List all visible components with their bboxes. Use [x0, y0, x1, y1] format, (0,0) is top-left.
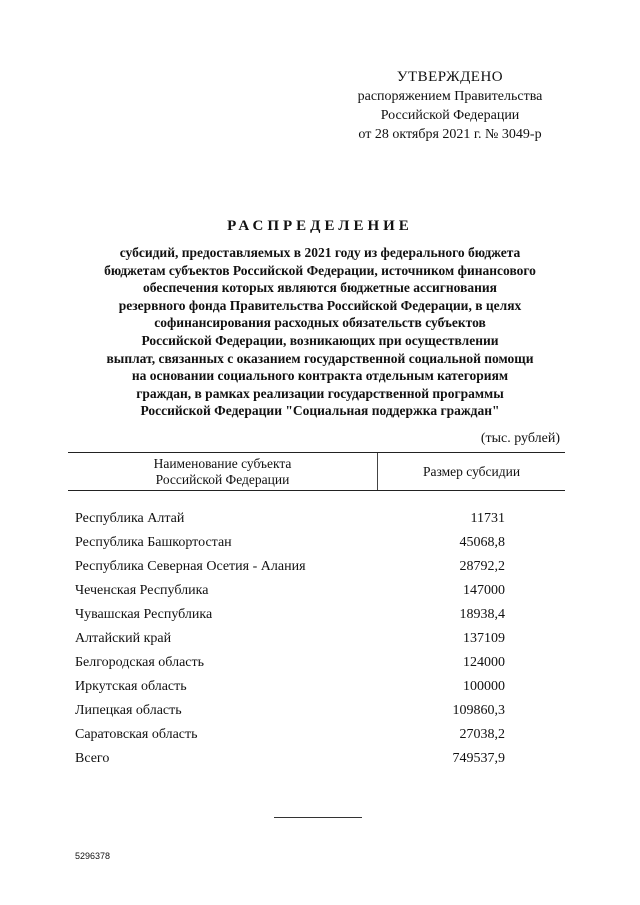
header-subject-line-1: Наименование субъекта	[153, 456, 292, 471]
units-label: (тыс. рублей)	[480, 431, 560, 446]
row-subject: Республика Башкортостан	[75, 535, 232, 550]
row-amount: 27038,2	[459, 727, 505, 742]
approval-line-1: распоряжением Правительства	[357, 89, 543, 104]
row-subject: Чувашская Республика	[75, 607, 213, 622]
subtitle-line: обеспечения которых являются бюджетные ассигнования	[143, 280, 497, 296]
row-amount: 45068,8	[459, 535, 505, 550]
row-amount: 11731	[470, 511, 505, 526]
row-subject: Всего	[75, 751, 110, 766]
subtitle-line: граждан, в рамках реализации государственной программы	[136, 385, 504, 401]
table-row-total	[75, 747, 575, 771]
row-subject: Республика Алтай	[75, 511, 185, 526]
table-row	[75, 675, 575, 699]
table-row	[75, 603, 575, 627]
table-row	[75, 531, 575, 555]
row-amount: 749537,9	[452, 751, 505, 766]
row-subject: Иркутская область	[75, 679, 187, 694]
row-amount: 18938,4	[459, 607, 505, 622]
subtitle-line: Российской Федерации, возникающих при осуществлении	[141, 332, 499, 348]
header-subsidy-amount: Размер субсидии	[422, 464, 521, 479]
row-amount: 100000	[463, 679, 505, 694]
subtitle-line: на основании социального контракта отдельным категориям	[131, 368, 509, 384]
approval-title: УТВЕРЖДЕНО	[396, 69, 504, 85]
row-subject: Алтайский край	[75, 631, 172, 646]
row-amount: 28792,2	[459, 559, 505, 574]
subtitle-line: выплат, связанных с оказанием государственной социальной помощи	[106, 350, 534, 366]
row-amount: 147000	[463, 583, 505, 598]
table-row	[75, 579, 575, 603]
table-row	[75, 651, 575, 675]
table-body	[75, 507, 575, 771]
header-subject-line-2: Российской Федерации	[155, 472, 290, 487]
table-header	[68, 452, 565, 491]
end-divider	[274, 817, 362, 818]
row-subject: Республика Северная Осетия - Алания	[75, 559, 306, 574]
row-amount: 109860,3	[452, 703, 505, 718]
subtitle-line: бюджетам субъектов Российской Федерации, источником финансового	[104, 262, 536, 278]
table-row	[75, 699, 575, 723]
row-subject: Саратовская область	[75, 727, 198, 742]
table-row	[75, 507, 575, 531]
approval-line-3: от 28 октября 2021 г. № 3049-р	[358, 127, 542, 142]
row-subject: Липецкая область	[75, 703, 182, 718]
document-subtitle	[60, 244, 580, 420]
subtitle-line: Российской Федерации "Социальная поддержка граждан"	[140, 403, 500, 419]
subtitle-line: субсидий, предоставляемых в 2021 году из федерального бюджета	[119, 245, 521, 260]
row-subject: Белгородская область	[75, 655, 205, 670]
approval-line-2: Российской Федерации	[380, 108, 520, 123]
row-amount: 137109	[463, 631, 505, 646]
header-subject-name	[68, 453, 378, 490]
row-subject: Чеченская Республика	[75, 583, 209, 598]
subtitle-line: резервного фонда Правительства Российской Федерации, в целях	[118, 297, 522, 313]
table-row	[75, 723, 575, 747]
subtitle-line: софинансирования расходных обязательств субъектов	[154, 315, 486, 331]
table-row	[75, 555, 575, 579]
approval-stamp	[330, 68, 570, 144]
table-row	[75, 627, 575, 651]
row-amount: 124000	[463, 655, 505, 670]
document-title: РАСПРЕДЕЛЕНИЕ	[227, 218, 413, 234]
document-number: 5296378	[75, 851, 111, 861]
